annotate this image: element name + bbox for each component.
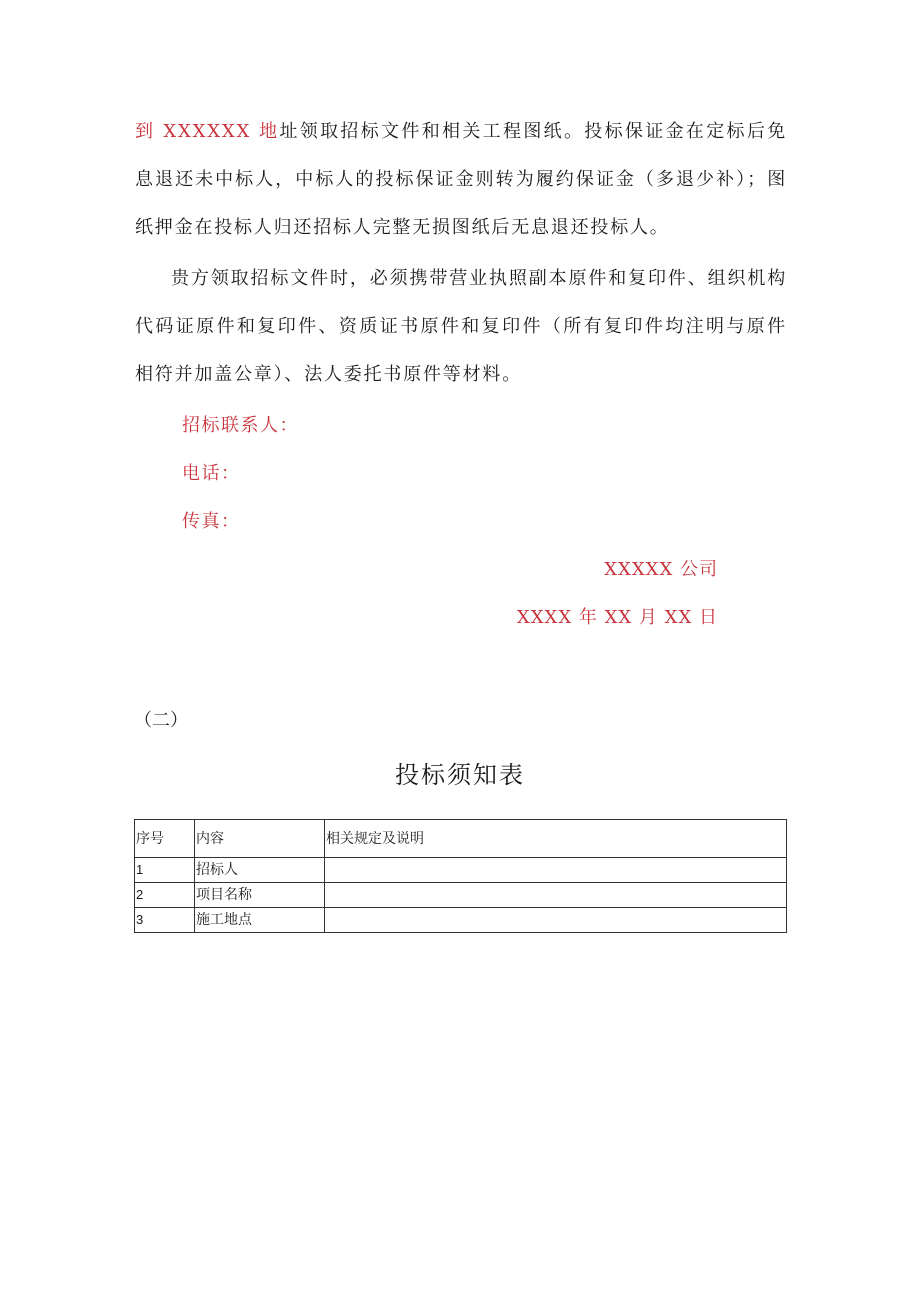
header-cell-number: 序号 — [135, 820, 195, 858]
paragraph-deposit-text: 址领取招标文件和相关工程图纸。投标保证金在定标后免息退还未中标人，中标人的投标保证金则转为履约保证金（多退少补）；图纸押金在投标人归还招标人完整无损图纸后无息退还投标人。 — [135, 121, 787, 238]
table-title: 投标须知表 — [395, 761, 525, 789]
phone-label: 电话： — [182, 463, 241, 484]
signature-date: XXXX 年 XX 月 XX 日 — [516, 607, 718, 628]
address-placeholder: 到 XXXXXX 地 — [135, 121, 280, 142]
row-description — [325, 908, 787, 933]
row-description — [325, 858, 787, 883]
header-cell-content: 内容 — [195, 820, 325, 858]
fax-label: 传真： — [182, 511, 241, 532]
row-description — [325, 883, 787, 908]
contact-person-label: 招标联系人： — [182, 415, 299, 436]
row-content: 招标人 — [195, 858, 325, 883]
bid-notice-table — [134, 819, 787, 933]
paragraph-deposit-terms — [135, 108, 787, 252]
table-row — [135, 908, 787, 933]
row-content: 施工地点 — [195, 908, 325, 933]
table-row — [135, 883, 787, 908]
table-row — [135, 858, 787, 883]
table-header-row — [135, 820, 787, 858]
row-number: 3 — [135, 908, 195, 933]
paragraph-required-materials: 贵方领取招标文件时，必须携带营业执照副本原件和复印件、组织机构代码证原件和复印件、资质证书原件和复印件（所有复印件均注明与原件相符并加盖公章）、法人委托书原件等材料。 — [135, 268, 787, 385]
signature-company: XXXXX 公司 — [604, 559, 718, 580]
section-label: （二） — [134, 710, 188, 731]
header-cell-description: 相关规定及说明 — [325, 820, 787, 858]
row-number: 2 — [135, 883, 195, 908]
row-number: 1 — [135, 858, 195, 883]
row-content: 项目名称 — [195, 883, 325, 908]
